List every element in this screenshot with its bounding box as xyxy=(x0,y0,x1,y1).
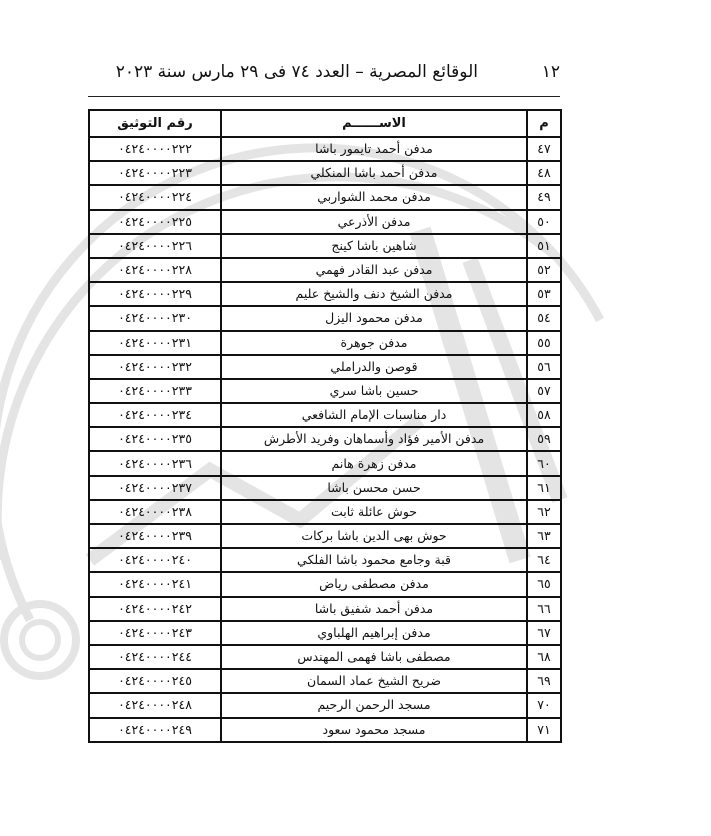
table-row xyxy=(89,185,561,209)
row-number: ٦٦ xyxy=(527,597,561,621)
site-name: مدفن مصطفى رياض xyxy=(221,572,527,596)
row-number: ٥٥ xyxy=(527,331,561,355)
row-number: ٦٢ xyxy=(527,500,561,524)
row-number: ٥٠ xyxy=(527,210,561,234)
table-row xyxy=(89,331,561,355)
site-name: مدفن أحمد شفيق باشا xyxy=(221,597,527,621)
registration-code: ٠٤٢٤٠٠٠٠٢٤٤ xyxy=(89,645,221,669)
row-number: ٦٩ xyxy=(527,669,561,693)
table-row xyxy=(89,282,561,306)
registration-code: ٠٤٢٤٠٠٠٠٢٤٠ xyxy=(89,548,221,572)
table-row xyxy=(89,572,561,596)
table-row xyxy=(89,161,561,185)
table-row xyxy=(89,621,561,645)
row-number: ٤٨ xyxy=(527,161,561,185)
site-name: مدفن عبد القادر فهمي xyxy=(221,258,527,282)
registration-code: ٠٤٢٤٠٠٠٠٢٣٤ xyxy=(89,403,221,427)
row-number: ٦٠ xyxy=(527,451,561,475)
registration-code: ٠٤٢٤٠٠٠٠٢٢٢ xyxy=(89,137,221,161)
row-number: ٧١ xyxy=(527,718,561,742)
site-name: حوش بهى الدين باشا بركات xyxy=(221,524,527,548)
table-row xyxy=(89,355,561,379)
registration-code: ٠٤٢٤٠٠٠٠٢٤٨ xyxy=(89,693,221,717)
table-row xyxy=(89,548,561,572)
site-name: قوصن والدراملي xyxy=(221,355,527,379)
site-name: شاهين باشا كينج xyxy=(221,234,527,258)
row-number: ٤٧ xyxy=(527,137,561,161)
table-row xyxy=(89,306,561,330)
page-header xyxy=(88,60,560,90)
site-name: مدفن الأذرعي xyxy=(221,210,527,234)
registration-code: ٠٤٢٤٠٠٠٠٢٤٥ xyxy=(89,669,221,693)
registration-code: ٠٤٢٤٠٠٠٠٢٢٩ xyxy=(89,282,221,306)
site-name: مدفن الأمير فؤاد وأسماهان وفريد الأطرش xyxy=(221,427,527,451)
site-name: ضريح الشيخ عماد السمان xyxy=(221,669,527,693)
table-header-row xyxy=(89,110,561,137)
gazette-title: الوقائع المصرية – العدد ٧٤ فى ٢٩ مارس سنة ٢٠٢٣ xyxy=(115,62,478,82)
registration-code: ٠٤٢٤٠٠٠٠٢٣٢ xyxy=(89,355,221,379)
registration-code: ٠٤٢٤٠٠٠٠٢٣٣ xyxy=(89,379,221,403)
registration-code: ٠٤٢٤٠٠٠٠٢٤٢ xyxy=(89,597,221,621)
registration-code: ٠٤٢٤٠٠٠٠٢٤٣ xyxy=(89,621,221,645)
row-number: ٥٣ xyxy=(527,282,561,306)
row-number: ٤٩ xyxy=(527,185,561,209)
site-name: مدفن أحمد تايمور باشا xyxy=(221,137,527,161)
site-name: مسجد الرحمن الرحيم xyxy=(221,693,527,717)
table-row xyxy=(89,597,561,621)
row-number: ٥٩ xyxy=(527,427,561,451)
row-number: ٥٨ xyxy=(527,403,561,427)
site-name: حسين باشا سري xyxy=(221,379,527,403)
site-name: مدفن الشيخ دنف والشيخ عليم xyxy=(221,282,527,306)
registration-code: ٠٤٢٤٠٠٠٠٢٢٤ xyxy=(89,185,221,209)
site-name: مصطفى باشا فهمى المهندس xyxy=(221,645,527,669)
registration-code: ٠٤٢٤٠٠٠٠٢٢٦ xyxy=(89,234,221,258)
table-row xyxy=(89,476,561,500)
row-number: ٥٧ xyxy=(527,379,561,403)
table-row xyxy=(89,210,561,234)
row-number: ٥٢ xyxy=(527,258,561,282)
site-name: مدفن جوهرة xyxy=(221,331,527,355)
table-row xyxy=(89,500,561,524)
site-name: حوش عائلة ثابت xyxy=(221,500,527,524)
registration-code: ٠٤٢٤٠٠٠٠٢٣٧ xyxy=(89,476,221,500)
table-row xyxy=(89,258,561,282)
table-row xyxy=(89,403,561,427)
table-row xyxy=(89,451,561,475)
table-row xyxy=(89,379,561,403)
registration-code: ٠٤٢٤٠٠٠٠٢٣٠ xyxy=(89,306,221,330)
row-number: ٦٤ xyxy=(527,548,561,572)
registration-code: ٠٤٢٤٠٠٠٠٢٤١ xyxy=(89,572,221,596)
row-number: ٦٥ xyxy=(527,572,561,596)
row-number: ٥٦ xyxy=(527,355,561,379)
table-row xyxy=(89,645,561,669)
row-number: ٦٣ xyxy=(527,524,561,548)
table-row xyxy=(89,669,561,693)
heritage-sites-table xyxy=(88,109,562,743)
table-row xyxy=(89,427,561,451)
table-row xyxy=(89,718,561,742)
registration-code: ٠٤٢٤٠٠٠٠٢٢٨ xyxy=(89,258,221,282)
table-row xyxy=(89,234,561,258)
site-name: مدفن محمد الشواربي xyxy=(221,185,527,209)
site-name: مدفن زهرة هانم xyxy=(221,451,527,475)
header-divider xyxy=(88,96,560,97)
row-number: ٦٨ xyxy=(527,645,561,669)
row-number: ٦٧ xyxy=(527,621,561,645)
table-row xyxy=(89,524,561,548)
column-header-name: الاســــــم xyxy=(221,110,527,137)
site-name: قبة وجامع محمود باشا الفلكي xyxy=(221,548,527,572)
page-number: ١٢ xyxy=(541,62,560,82)
row-number: ٥٤ xyxy=(527,306,561,330)
column-header-number: م xyxy=(527,110,561,137)
row-number: ٦١ xyxy=(527,476,561,500)
site-name: مدفن أحمد باشا المنكلي xyxy=(221,161,527,185)
table-row xyxy=(89,137,561,161)
registration-code: ٠٤٢٤٠٠٠٠٢٢٥ xyxy=(89,210,221,234)
site-name: مسجد محمود سعود xyxy=(221,718,527,742)
column-header-code: رقم التوثيق xyxy=(89,110,221,137)
registration-code: ٠٤٢٤٠٠٠٠٢٣٨ xyxy=(89,500,221,524)
registration-code: ٠٤٢٤٠٠٠٠٢٣٥ xyxy=(89,427,221,451)
site-name: حسن محسن باشا xyxy=(221,476,527,500)
table-row xyxy=(89,693,561,717)
registration-code: ٠٤٢٤٠٠٠٠٢٢٣ xyxy=(89,161,221,185)
registration-code: ٠٤٢٤٠٠٠٠٢٤٩ xyxy=(89,718,221,742)
row-number: ٥١ xyxy=(527,234,561,258)
registration-code: ٠٤٢٤٠٠٠٠٢٣٦ xyxy=(89,451,221,475)
row-number: ٧٠ xyxy=(527,693,561,717)
registration-code: ٠٤٢٤٠٠٠٠٢٣١ xyxy=(89,331,221,355)
site-name: دار مناسبات الإمام الشافعي xyxy=(221,403,527,427)
site-name: مدفن إبراهيم الهلباوي xyxy=(221,621,527,645)
site-name: مدفن محمود اليزل xyxy=(221,306,527,330)
registration-code: ٠٤٢٤٠٠٠٠٢٣٩ xyxy=(89,524,221,548)
